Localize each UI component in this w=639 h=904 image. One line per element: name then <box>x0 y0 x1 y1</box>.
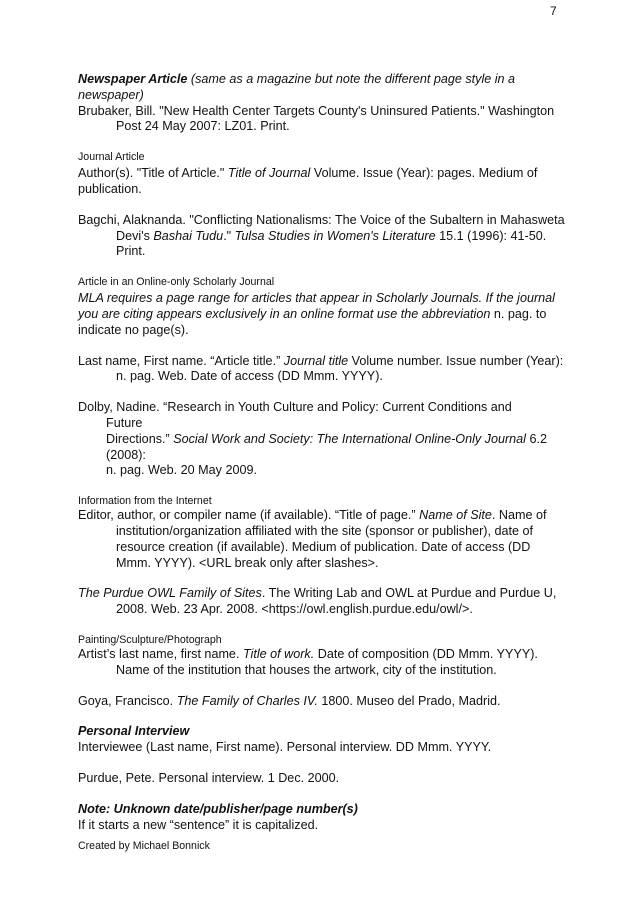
footer-credit: Created by Michael Bonnick <box>78 840 210 853</box>
online-journal-example-line2: Future <box>106 415 143 430</box>
internet-label: Information from the Internet <box>78 495 212 508</box>
art-example: Goya, Francisco. The Family of Charles IV. 1800. Museo del Prado, Madrid. <box>78 693 501 708</box>
newspaper-example: Brubaker, Bill. "New Health Center Targets County's Uninsured Patients." Washington Post 24 May 2007: LZ01. Print. <box>78 103 555 134</box>
online-journal-example-line1: Dolby, Nadine. “Research in Youth Culture and Policy: Current Conditions and <box>78 400 512 415</box>
online-journal-example-line4: (2008): <box>106 447 146 462</box>
unknown-heading: Note: Unknown date/publisher/page number(s) <box>78 801 358 816</box>
journal-format: Author(s). "Title of Article." Title of Journal Volume. Issue (Year): pages. Medium of publication. <box>78 166 538 196</box>
newspaper-note: (same as a magazine but note the different page style in a newspaper) <box>78 72 516 102</box>
interview-example: Purdue, Pete. Personal interview. 1 Dec. 2000. <box>78 770 340 785</box>
online-journal-format: Last name, First name. “Article title.” Journal title Volume number. Issue number (Year): n. pag. Web. Date of access (DD Mmm. YYYY). <box>78 353 564 384</box>
newspaper-heading-line <box>78 72 568 104</box>
newspaper-heading: Newspaper Article <box>78 72 188 86</box>
internet-example: The Purdue OWL Family of Sites. The Writing Lab and OWL at Purdue and Purdue U, 2008. Web. 23 Apr. 2008. <https://owl.english.purdue.edu/owl/>. <box>78 586 557 617</box>
online-journal-example-line3: Directions.” Social Work and Society: The International Online-Only Journal 6.2 <box>106 431 548 446</box>
page-number: 7 <box>550 4 557 18</box>
citation-guide <box>78 72 568 853</box>
online-journal-note: MLA requires a page range for articles that appear in Scholarly Journals. If the journal you are citing appears exclusively in an online format use the abbreviation n. pag. to indicate no page(s). <box>78 291 555 337</box>
unknown-text: If it starts a new “sentence” it is capitalized. <box>78 817 319 832</box>
interview-format: Interviewee (Last name, First name). Personal interview. DD Mmm. YYYY. <box>78 740 492 755</box>
journal-example: Bagchi, Alaknanda. "Conflicting Nationalisms: The Voice of the Subaltern in Mahasweta Devi's Bashai Tudu." Tulsa Studies in Women's Literature 15.1 (1996): 41-50. Print. <box>78 212 565 259</box>
online-journal-label: Article in an Online-only Scholarly Journal <box>78 276 275 289</box>
art-format: Artist’s last name, first name. Title of work. Date of composition (DD Mmm. YYYY). Name of the institution that houses the artwork, city of the institution. <box>78 646 538 677</box>
online-journal-example-line5: n. pag. Web. 20 May 2009. <box>106 463 257 478</box>
internet-format: Editor, author, or compiler name (if available). “Title of page.” Name of Site. Name of institution/organization affiliated with the site (sponsor or publisher), date of resource creation (if available). Medium of publication. Date of access (DD Mmm. YYYY). <URL break only after slashes>. <box>78 508 547 570</box>
art-label: Painting/Sculpture/Photograph <box>78 633 222 646</box>
interview-heading: Personal Interview <box>78 724 190 739</box>
journal-label: Journal Article <box>78 151 145 164</box>
